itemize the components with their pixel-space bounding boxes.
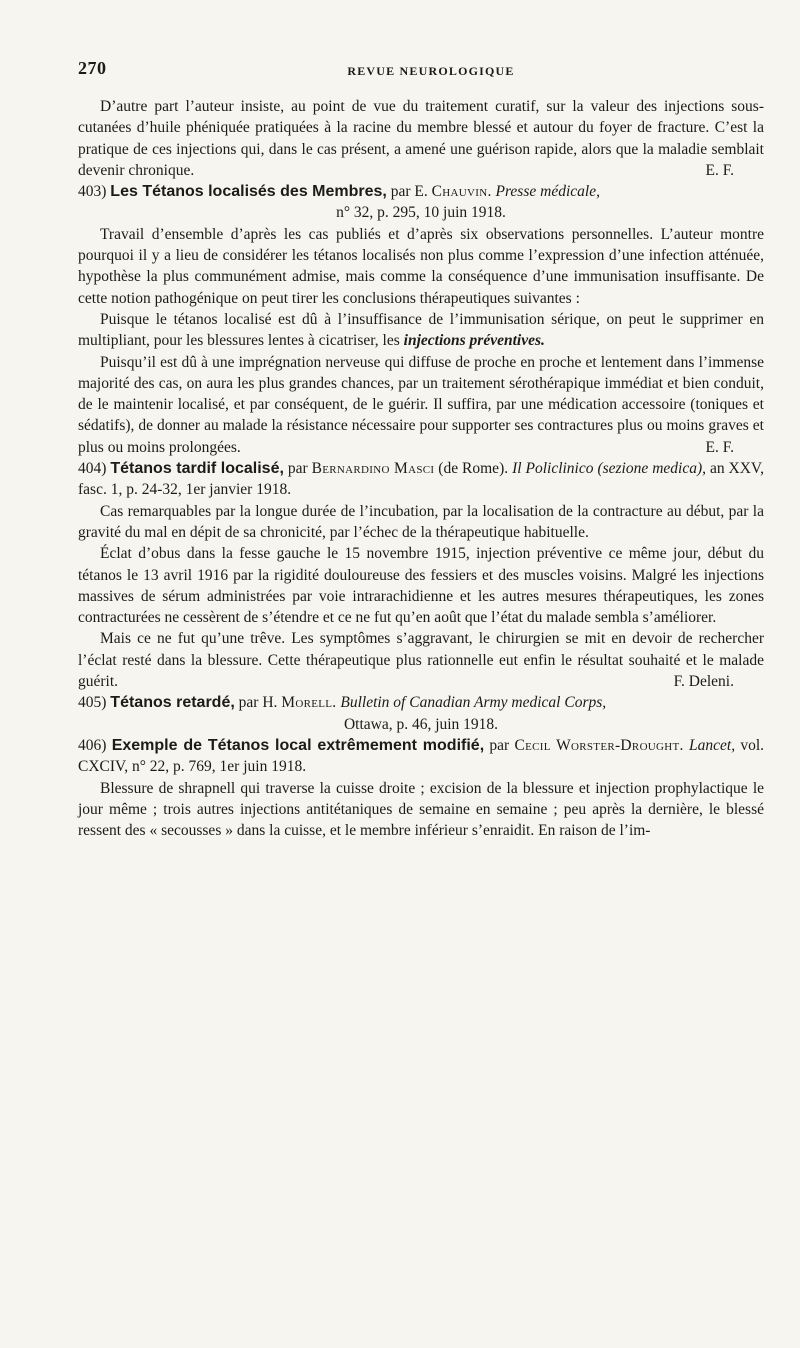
entry-author: Cecil Worster-Drought.: [514, 736, 684, 754]
entry-title: Exemple de Tétanos local extrêmement modifié,: [111, 736, 485, 754]
entry-number: 404): [78, 460, 107, 478]
emphasis-text: injections préventives.: [403, 332, 545, 350]
signature: E. F.: [705, 438, 734, 456]
entry-by: par: [489, 736, 510, 754]
entry-paragraph: Puisqu’il est dû à une imprégnation nerveuse qui diffuse de proche en proche et lentement dans l’immense majorité des cas, on aura les plus grandes chances, par un traitement sérothérapique immédiat et bien conduit, de le maintenir localisé, et par conséquent, de le guérir. Il suffira, par une médication accessoire (toniques et sédatifs), de donner au malade la résistance nécessaire pour supporter ses contractures plus ou moins graves et plus ou moins prolongées. E. F.: [78, 352, 764, 458]
running-head: REVUE NEUROLOGIQUE: [347, 64, 515, 78]
entry-by: par E.: [390, 183, 428, 201]
entry-details: Ottawa, p. 46, juin 1918.: [343, 715, 499, 733]
intro-paragraph: [78, 96, 764, 181]
entry-heading-406: [78, 735, 764, 778]
entry-author: Chauvin.: [431, 183, 492, 201]
entry-paragraph: Blessure de shrapnell qui traverse la cuisse droite ; excision de la blessure et injection prophylactique le jour même ; trois autres injections antitétaniques de semaine en semaine ; peu après la dernière, le blessé ressent des « secousses » dans la cuisse, et le membre inférieur s’enraidit. En raison de l’im-: [78, 779, 764, 840]
entry-journal: Il Policlinico (sezione medica),: [512, 460, 706, 478]
intro-text: D’autre part l’auteur insiste, au point de vue du traitement curatif, sur la valeur des injections sous-cutanées d’huile phéniquée pratiquées à la racine du membre blessé et autour du foyer de fracture. C’est la pratique de ces injections qui, dans le cas présent, a amené une guérison rapide, alors que la maladie semblait devenir chronique.: [78, 98, 764, 179]
entry-heading-405: [78, 692, 764, 735]
entry-title: Les Tétanos localisés des Membres,: [110, 183, 387, 201]
entry-heading-404: [78, 458, 764, 501]
signature: F. Deleni.: [673, 673, 734, 691]
entry-paragraph: Éclat d’obus dans la fesse gauche le 15 novembre 1915, injection préventive ce même jour, début du tétanos le 13 avril 1916 par la rigidité douloureuse des fessiers et des muscles voisins. Malgré les injections massives de sérum administrées par voie intrarachidienne et les autres mesures thérapeutiques, les zones contracturées ne cessèrent de s’étendre et ce ne fut qu’en août que l’état du malade sembla s’améliorer.: [78, 545, 764, 627]
entry-number: 403): [78, 183, 107, 201]
entry-heading-403: [78, 181, 764, 224]
entry-details: an XXV, fasc. 1, p. 24-32, 1er janvier 1918.: [78, 460, 764, 499]
entry-details: n° 32, p. 295, 10 juin 1918.: [336, 204, 506, 222]
entry-paragraph: Cas remarquables par la longue durée de l’incubation, par la localisation de la contracture au début, par la gravité du mal en dépit de sa chronicité, par l’échec de la thérapeutique habituelle.: [78, 502, 764, 541]
entry-origin: (de Rome).: [438, 460, 509, 478]
entry-paragraph: Travail d’ensemble d’après les cas publiés et d’après six observations personnelles. L’auteur montre pourquoi il y a lieu de considérer les tétanos localisés non plus comme l’expression d’une infection atténuée, hypothèse la plus communément admise, mais comme la conséquence d’une immunisation insuffisante. De cette notion pathogénique on peut tirer les conclusions thérapeutiques suivantes :: [78, 225, 764, 307]
entry-journal: Bulletin of Canadian Army medical Corps,: [340, 694, 607, 712]
entry-title: Tétanos tardif localisé,: [110, 460, 284, 478]
page-header: [78, 58, 764, 90]
entry-by: par: [287, 460, 308, 478]
entry-author: Morell.: [281, 694, 337, 712]
signature: E. F.: [705, 161, 734, 179]
entry-paragraph: Mais ce ne fut qu’une trêve. Les symptômes s’aggravant, le chirurgien se mit en devoir de rechercher l’éclat resté dans la blessure. Cette thérapeutique plus rationnelle eut enfin le résultat souhaité et le malade guérit. F. Deleni.: [78, 628, 764, 692]
entry-author: Bernardino Masci: [311, 460, 435, 478]
page-number: 270: [78, 58, 107, 78]
entry-journal: Presse médicale,: [495, 183, 600, 201]
entry-details: vol. CXCIV, n° 22, p. 769, 1er juin 1918.: [78, 736, 765, 776]
entry-paragraph: Puisque le tétanos localisé est dû à l’insuffisance de l’immunisation sérique, on peut le supprimer en multipliant, pour les blessures lentes à cicatriser, les injections préventives.: [78, 310, 764, 350]
entry-title: Tétanos retardé,: [110, 694, 235, 712]
page-content: [78, 96, 764, 841]
entry-number: 405): [78, 694, 107, 712]
entry-number: 406): [78, 736, 107, 754]
entry-journal: Lancet,: [689, 736, 736, 754]
entry-by: par H.: [238, 694, 278, 712]
